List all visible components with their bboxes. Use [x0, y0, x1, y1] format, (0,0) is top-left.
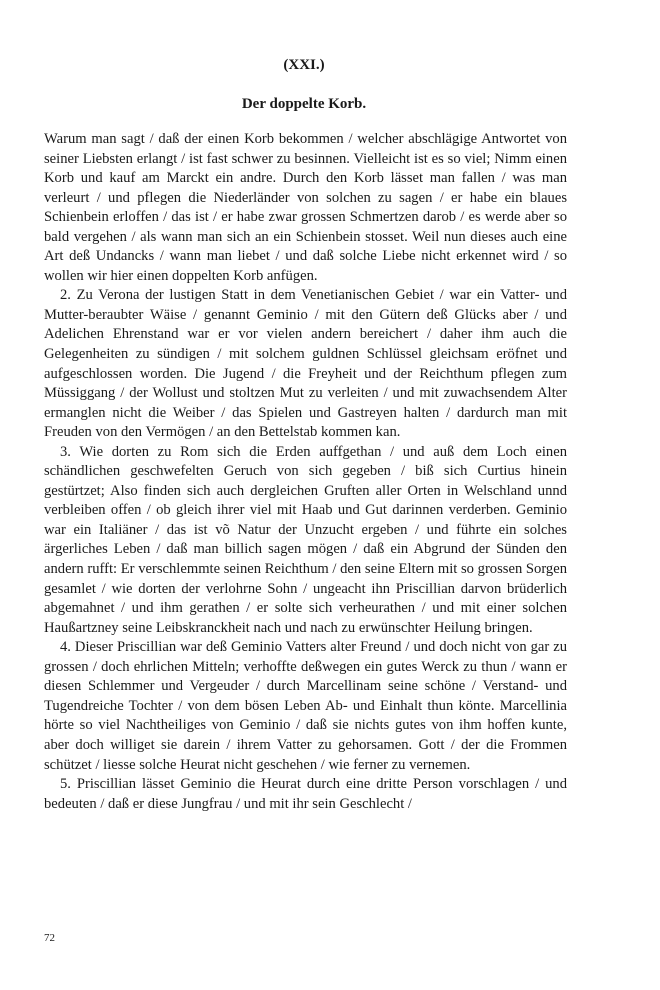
- page-number: 72: [44, 932, 55, 944]
- paragraph-2: 2. Zu Verona der lustigen Statt in dem Venetianischen Gebiet / war ein Vatter- und Mutter-beraubter Wäise / genannt Geminio / mit den Gütern deß Glücks aber / und Adelichen Ehrenstand war er vor vielen andern bereichert / daher ihm auch die Gelegenheiten zu sündigen / mit solchem guldnen Schlüssel gleichsam eröfnet und aufgeschlossen worden. Die Jugend / die Freyheit und der Reichthum pflegen zum Müssiggang / der Wollust und stoltzen Mut zu verleiten / und mit zuwachsendem Alter ermanglen nicht die Weiber / das Spielen und Gastreyen halten / dardurch man mit Freuden von den Vermögen / an den Bettelstab kommen kan.: [44, 287, 567, 441]
- body-text: [44, 130, 567, 814]
- paragraph-3: 3. Wie dorten zu Rom sich die Erden auffgethan / und auß dem Loch einen schändlichen geschwefelten Geruch von sich gegeben / biß sich Curtius hinein gestürtzet; Also finden sich auch dergleichen Gruften aller Orten in Welschland unnd verbleiben offen / ob gleich ihrer viel mit Haab und Gut darinnen verderben. Geminio war ein Italiäner / das ist võ Natur der Unzucht ergeben / und führte ein solches ärgerliches Leben / daß man billich sagen mögen / daß ein Abgrund der Sünden den andern rufft: Er verschlemmte seinen Reichthum / den seine Eltern mit so grossen Sorgen gesamlet / wie dorten der verlohrne Sohn / ungeacht ihn Priscillian darvon brüderlich abgemahnet / und ihm gerathen / er solte sich verheurathen / und mit einer solchen Haußartzney seine Leibskranckheit nach und nach zu erwünschter Heilung bringen.: [44, 443, 567, 636]
- chapter-title: Der doppelte Korb.: [241, 96, 367, 112]
- chapter-number: (XXI.): [283, 57, 325, 73]
- paragraph-intro: Warum man sagt / daß der einen Korb bekommen / welcher abschlägige Antwortet von seiner Liebsten erlangt / ist fast schwer zu besinnen. Vielleicht ist es so viel; Nimm einen Korb und kauf am Marckt ein andre. Durch den Korb lässet man fallen / was man verleurt / und pflegen die Niederländer von solchen zu sagen / er habe ein blaues Schienbein erloffen / das ist / er habe zwar grossen Schmertzen darob / es werde aber so bald vergehen / als wann man sich an ein Schienbein stosset. Weil nun dieses auch eine Art deß Undancks / wann man liebet / und daß solche Liebe nicht erkennet wird / so wollen wir hier einen doppelten Korb anfügen.: [44, 131, 567, 284]
- paragraph-5: 5. Priscillian lässet Geminio die Heurat durch eine dritte Person vorschlagen / und bedeuten / daß er diese Jungfrau / und mit ihr sein Geschlecht /: [44, 776, 567, 812]
- paragraph-4: 4. Dieser Priscillian war deß Geminio Vatters alter Freund / und doch nicht von gar zu grossen / doch ehrlichen Mitteln; verhoffte deßwegen ein gutes Werck zu thun / wann er diesen Schlemmer und Vergeuder / durch Marcellinam seine schöne / Verstand- und Tugendreiche Tochter / von dem bösen Leben Ab- und Einhalt thun könte. Marcellinia hörte so viel Nachtheiliges von Geminio / daß sie nichts gutes von ihm hoffen kunte, aber doch williget sie darein / ihrem Vatter zu gehorsamen. Gott / der die Frommen schützet / liesse solche Heurat nicht geschehen / wie ferner zu vernemen.: [44, 639, 567, 773]
